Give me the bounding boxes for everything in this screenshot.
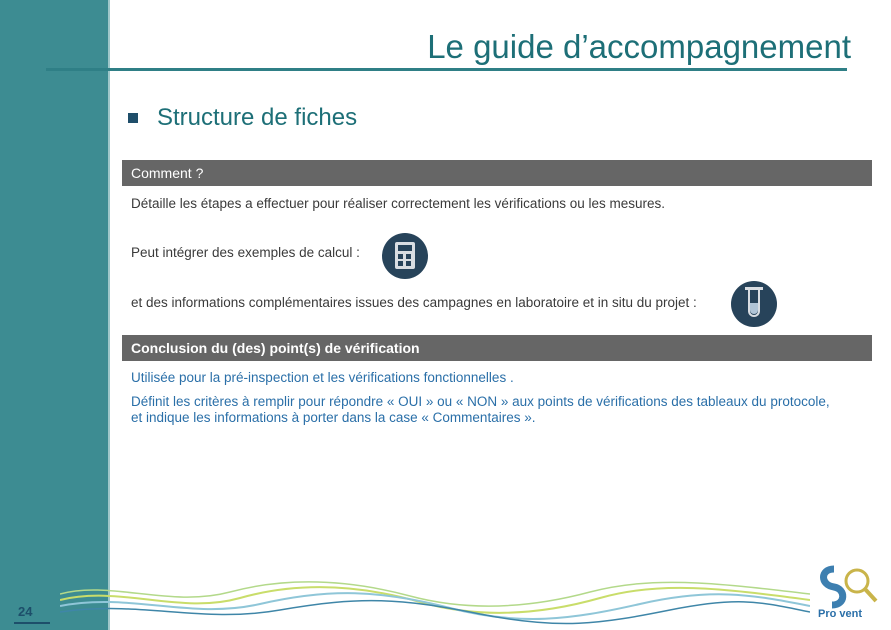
conclusion-line-1: Utilisée pour la pré-inspection et les vérifications fonctionnelles . [131,370,514,385]
decorative-waves [60,580,810,625]
comment-line-2: Peut intégrer des exemples de calcul : [131,245,360,260]
page-number-underline [14,622,50,624]
section-comment-title: Comment ? [131,165,204,181]
comment-line-1: Détaille les étapes a effectuer pour réaliser correctement les vérifications ou les mesures. [131,196,666,211]
subtitle-row [128,104,357,132]
comment-line-3: et des informations complémentaires issues des campagnes en laboratoire et in situ du projet : [131,295,697,310]
section-comment-header [122,160,872,186]
conclusion-line-2: Définit les critères à remplir pour répondre « OUI » ou « NON » aux points de vérifications des tableaux du protocole, [131,394,830,409]
section-conclusion-title: Conclusion du (des) point(s) de vérification [131,340,420,356]
title-underline [46,68,847,71]
conclusion-line-3: et indique les informations à porter dans la case « Commentaires ». [131,410,536,425]
left-sidebar-band [0,0,108,630]
page-title: Le guide d’accompagnement [427,28,851,65]
subtitle: Structure de fiches [157,104,358,131]
sidebar-edge [108,0,110,630]
logo-text: Pro vent [818,608,863,620]
test-tube-icon [731,281,777,327]
section-conclusion-header [122,335,872,361]
page-number: 24 [18,604,33,619]
calculator-icon [382,233,428,279]
square-bullet-icon [128,113,138,123]
